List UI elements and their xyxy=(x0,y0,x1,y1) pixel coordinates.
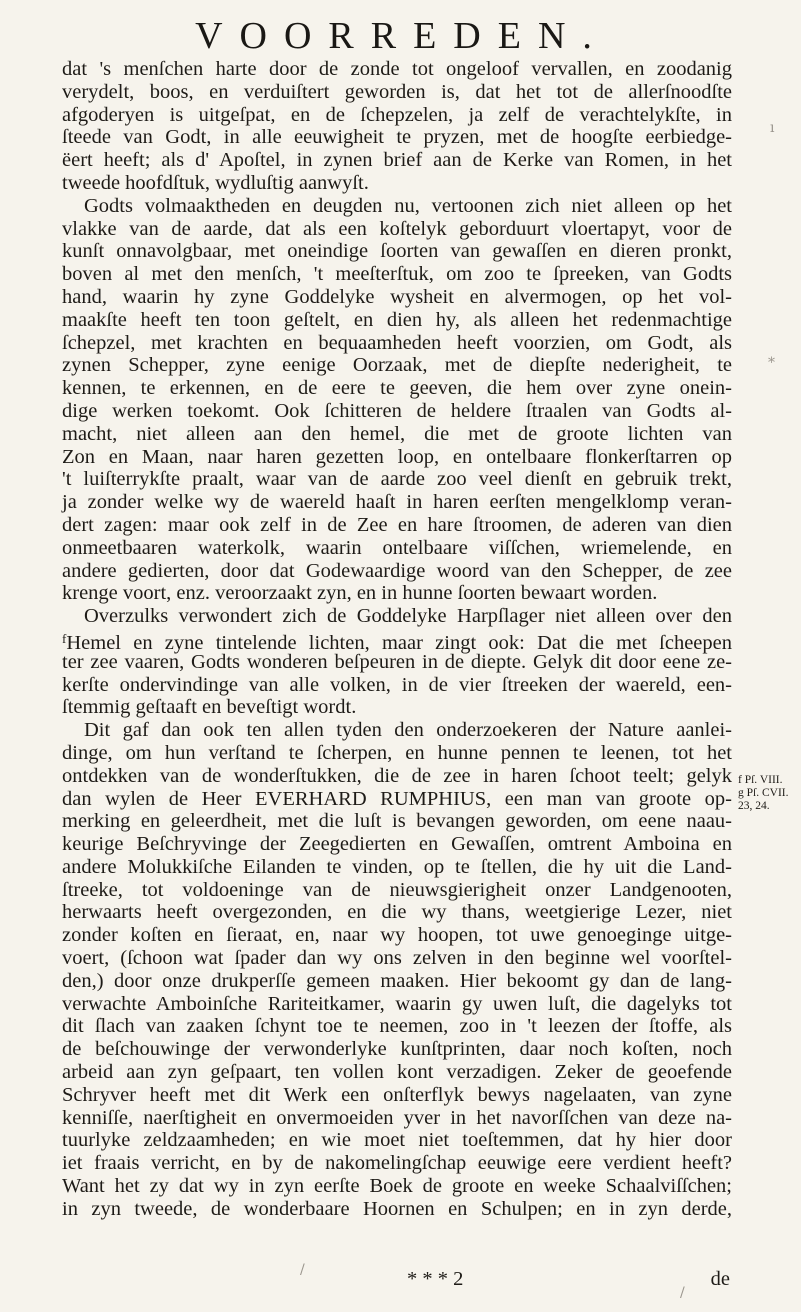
text-line: macht, niet alleen aan den hemel, die met de groote lichten van xyxy=(62,422,732,445)
page-header: VOORREDEN. xyxy=(195,15,609,57)
text-line-with-footnotes xyxy=(62,628,732,654)
pencil-mark: / xyxy=(300,1262,305,1278)
text-line: dan wylen de Heer EVERHARD RUMPHIUS, een man van groote op- xyxy=(62,787,732,810)
footnote-mark: f xyxy=(62,630,67,646)
text-line: krenge voort, enz. veroorzaakt zyn, en in hunne ſoorten bewaart worden. xyxy=(62,582,658,605)
text-line: ſchepzel, met krachten en bequaamheden heeft voorzien, om Godt, als xyxy=(62,331,732,354)
text-line: kenniſſe, naerſtigheit en onvermoeiden yver in het navorſſchen van deze na- xyxy=(62,1106,732,1129)
catchword: de xyxy=(710,1268,730,1290)
text-line: verwachte Amboinſche Rariteitkamer, waarin gy uwen luſt, die dagelyks tot xyxy=(62,992,732,1015)
text-line: voert, (ſchoon wat ſpader dan wy ons zelven in den beginne wel voorſtel- xyxy=(62,947,732,970)
text-line: Overzulks verwondert zich de Goddelyke Harpſlager niet alleen over den xyxy=(84,605,732,628)
text-line: dert zagen: maar ook zelf in de Zee en hare ſtroomen, de aderen van dien xyxy=(62,513,732,536)
text-line: zynen Schepper, zyne eenige Oorzaak, met de diepſte nederigheit, te xyxy=(62,354,732,377)
text-line: Hemel en zyne tintelende lichten, maar zingt ook: Dat die met ſcheepen xyxy=(66,631,732,654)
text-line: maakſte heeft ten toon geſtelt, en dien hy, als alleen het redenmachtige xyxy=(62,308,732,331)
text-line: kennen, te erkennen, en de eere te geeven, die hem over zyne onein- xyxy=(62,377,732,400)
text-line: afgoderyen is uitgeſpat, en de ſchepzelen, ja zelf de verachtelykſte, in xyxy=(62,103,732,126)
body-text xyxy=(62,58,732,1221)
text-line: ſteede van Godt, in alle eeuwigheit te pryzen, met de hoogſte eerbiedge- xyxy=(62,126,732,149)
text-line: tweede hoofdſtuk, wydluſtig aanwyſt. xyxy=(62,171,369,194)
text-line: boven al met den menſch, 't meeſterſtuk, om zoo te ſpreeken, van Godts xyxy=(62,263,732,286)
text-line: Zon en Maan, naar haren gezetten loop, en ontelbaare flonkerſtarren op xyxy=(62,445,732,468)
text-line: ja zonder welke wy de waereld haaſt in haren eerſten mengelklomp veran- xyxy=(62,491,732,514)
text-line: zonder koſten en ſieraat, en, naar wy hoopen, tot uwe genoeginge uitge- xyxy=(62,924,732,947)
margin-note: f Pſ. VIII. xyxy=(738,774,783,786)
text-line: andere gedierten, door dat Godewaardige woord van den Schepper, de zee xyxy=(62,559,732,582)
text-line: vlakke van de aarde, dat als een koſtelyk geborduurt vloertapyt, voor de xyxy=(62,217,732,240)
text-line: keurige Beſchryvinge der Zeegedierten en Gewaſſen, omtrent Amboina en xyxy=(62,833,732,856)
text-line: dit ſlach van zaaken ſchynt toe te neemen, zoo in 't leezen der ſtoffe, als xyxy=(62,1015,732,1038)
margin-notes xyxy=(738,774,798,813)
text-line: ëert heeft; als d' Apoſtel, in zynen brief aan de Kerke van Romen, in het xyxy=(62,149,732,172)
text-line: ſtreeke, tot voldoeninge van de nieuwsgierigheit onzer Landgenooten, xyxy=(62,878,732,901)
text-line: Want het zy dat wy in zyn eerſte Boek de groote en weeke Schaalviſſchen; xyxy=(62,1175,732,1198)
pencil-mark: / xyxy=(680,1285,685,1301)
text-line: arbeid aan zyn geſpaart, ten vollen kont verzadigen. Zeker de geoefende xyxy=(62,1061,732,1084)
text-line: hand, waarin hy zyne Goddelyke wysheit en alvermogen, op het vol- xyxy=(62,285,732,308)
text-line: iet fraais verricht, en by de nakomelingſchap eeuwige eere verdient heeft? xyxy=(62,1152,732,1175)
text-line: Dit gaf dan ook ten allen tyden den onderzoekeren der Nature aanlei- xyxy=(84,719,732,742)
text-line: dige werken toekomt. Ook ſchitteren de heldere ſtraalen van Godts al- xyxy=(62,399,732,422)
text-line: merking en geleerdheit, met die luſt is bevangen geworden, om eene naau- xyxy=(62,810,732,833)
text-line: kunſt onnavolgbaar, met oneindige ſoorten van gewaſſen en dieren pronkt, xyxy=(62,240,732,263)
text-line: 't luiſterrykſte praalt, waar van de aarde zoo veel dienſt en gebruik trekt, xyxy=(62,468,732,491)
text-line: dat 's menſchen harte door de zonde tot ongeloof vervallen, en zoodanig xyxy=(62,58,732,80)
text-line: kerſte ondervindinge van alle volken, in de vier ſtreeken der waereld, een- xyxy=(62,673,732,696)
text-line: onmeetbaaren waterkolk, waarin ontelbaare viſſchen, wriemelende, en xyxy=(62,536,732,559)
text-line: ter zee vaaren, Godts wonderen beſpeuren in de diepte. Gelyk dit door eene ze- xyxy=(62,650,732,673)
margin-note: 23, 24. xyxy=(738,800,770,812)
margin-note: g Pſ. CVII. xyxy=(738,787,789,799)
text-line: in zyn tweede, de wonderbaare Hoornen en Schulpen; en in zyn derde, xyxy=(62,1197,732,1220)
margin-speck: ı xyxy=(770,120,775,136)
text-line: tuurlyke zeldzaamheden; en wie moet niet toeſtemmen, dat hy hier door xyxy=(62,1129,732,1152)
signature-mark: * * * 2 xyxy=(407,1268,464,1290)
text-line: den,) door onze drukperſſe gemeen maaken. Hier bekoomt gy dan de lang- xyxy=(62,969,732,992)
text-line: ſtemmig geſtaaft en beveſtigt wordt. xyxy=(62,696,357,719)
text-line: herwaarts heeft overgezonden, en die wy thans, weetgierige Lezer, niet xyxy=(62,901,732,924)
text-line: Godts volmaaktheden en deugden nu, vertoonen zich niet alleen op het xyxy=(84,194,732,217)
text-line: dinge, om hun verſtand te ſcherpen, en hunne pennen te leenen, tot het xyxy=(62,741,732,764)
margin-speck: * xyxy=(768,355,775,371)
text-line: de beſchouwinge der verwonderlyke kunſtprinten, daar noch koſten, noch xyxy=(62,1038,732,1061)
text-line: ontdekken van de wonderſtukken, die de zee in haren ſchoot teelt; gelyk xyxy=(62,764,732,787)
text-line: verydelt, boos, en verduiſtert geworden is, dat het tot de allerſnoodſte xyxy=(62,80,732,103)
text-line: andere Molukkiſche Eilanden te vinden, op te ſtellen, die hy uit die Land- xyxy=(62,855,732,878)
text-line: Schryver heeft met dit Werk een onſterflyk bewys nagelaaten, van zyne xyxy=(62,1083,732,1106)
